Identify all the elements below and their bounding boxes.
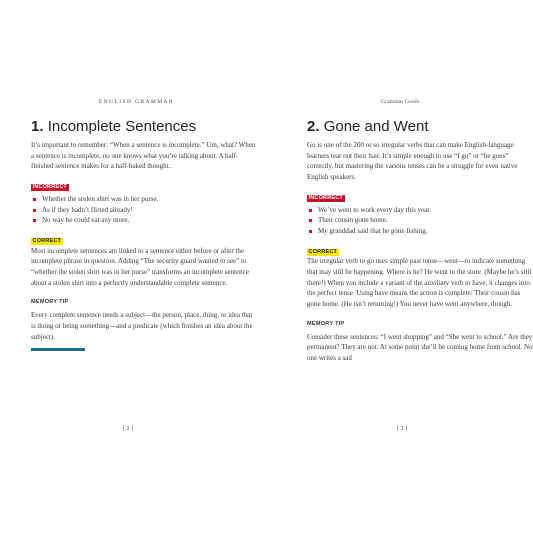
incorrect-label: INCORRECT: [32, 184, 67, 191]
intro-paragraph: It’s important to remember: “When a sentence is incomplete.” Um, what? When a sentence is incomplete, no one knows what you’re talking about. A half-finished sentence makes for a half-baked thought.: [31, 141, 256, 171]
list-item: As if they hadn’t flirted already!: [31, 205, 256, 216]
list-item: We’ve went to work every day this year.: [307, 205, 533, 216]
correct-paragraph: Most incomplete sentences are linked to a sentence either before or after the incomplete phrase in question. Adding “The security guard wanted to see” to “whether the stolen shirt was in her purse” transforms an incomplete sentence about a stolen shirt into a perfectly understandable complete sentence.: [31, 246, 249, 287]
incorrect-label: INCORRECT: [308, 194, 343, 201]
incorrect-list: [31, 194, 256, 226]
list-item: No way he could eat any more.: [31, 215, 256, 226]
memory-tip-text: Every complete sentence needs a subject—the person, place, thing, or idea that is doing or being something—and a predicate (which finishes an idea about the subject).: [31, 311, 253, 341]
page-number: [ 3 ]: [397, 426, 407, 432]
section-title: 1. Incomplete Sentences: [31, 118, 197, 135]
list-item: My granddad said that he gone fishing.: [307, 226, 533, 237]
memory-tip-heading: MEMORY TIP: [31, 299, 69, 306]
section-title-text: Incomplete Sentences: [47, 118, 197, 135]
section-body: [307, 140, 533, 364]
memory-tip-heading: MEMORY TIP: [307, 320, 345, 327]
correct-label: CORRECT: [308, 248, 338, 255]
accent-rule: [31, 348, 85, 351]
list-item: Their cousin gone home.: [307, 215, 533, 226]
incorrect-list: [307, 205, 533, 237]
correct-label: CORRECT: [32, 237, 62, 244]
section-number: 2: [307, 118, 316, 135]
memory-tip-text: Consider these sentences: “I went shopping” and “She went to school.” Are they permanent? They are not. At some point she’ll be coming home from school. No one writes a sad: [307, 332, 533, 362]
running-head: Grammar Goofs: [381, 99, 420, 105]
correct-paragraph: The irregular verb to go uses simple past tense—went—to indicate something that may still be happening. Where is he? He went to the store. (Maybe he’s still there!) When you include a variant of the auxiliary verb to have, it changes into the perfect tense. Using have means the action is complete: Their cousin has gone home. (He isn’t returning!) You never have went anywhere, though.: [307, 257, 532, 309]
section-title-text: Gone and Went: [323, 118, 429, 135]
section-number: 1: [31, 118, 40, 135]
section-body: [31, 140, 256, 351]
section-title: 2. Gone and Went: [307, 118, 429, 135]
page-number: [ 2 ]: [123, 426, 133, 432]
running-head: ENGLISH GRAMMAR: [99, 99, 174, 105]
list-item: Whether the stolen shirt was in her purse.: [31, 194, 256, 205]
right-page: [266, 0, 532, 533]
left-page: [0, 0, 266, 533]
intro-paragraph: Go is one of the 200 or so irregular verbs that can make English-language learners tear out their hair. It’s simple enough to use “I go” or “he goes” correctly, but mastering the various tenses can be a struggle for even native English speakers.: [307, 141, 518, 182]
